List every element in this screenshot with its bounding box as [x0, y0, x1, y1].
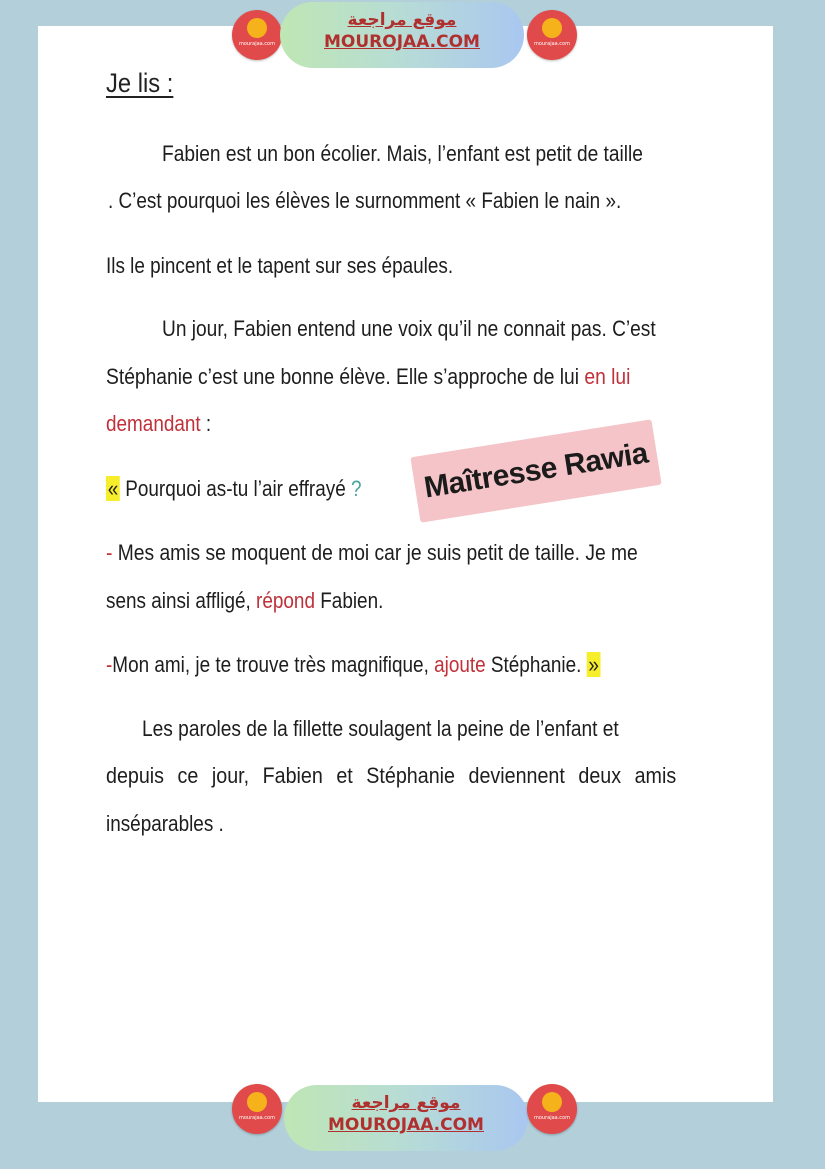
- badge-arabic-text: موقع مراجعة: [351, 1093, 461, 1113]
- paragraph-2: [106, 255, 596, 277]
- paragraph-3-line-1: [162, 318, 658, 340]
- paragraph-1-line-2: [108, 188, 622, 213]
- text-span: :: [200, 411, 212, 436]
- paragraph-1-line-1: [162, 143, 658, 165]
- paragraph-4-line-3: [106, 813, 596, 835]
- paragraph-3-line-2: [106, 364, 631, 389]
- site-logo-left-top: [232, 10, 282, 60]
- stamp-text: Maîtresse Rawia: [421, 436, 651, 505]
- dialogue-reply-2: [106, 652, 599, 677]
- text-span: inséparables .: [106, 811, 224, 836]
- dash-mark: -: [106, 652, 113, 677]
- logo-caption: mourajaa.com: [238, 1115, 275, 1121]
- highlighted-word: demandant: [106, 411, 201, 436]
- paragraph-4-line-1: [142, 718, 638, 740]
- highlighted-word: ajoute: [434, 652, 486, 677]
- site-logo-right-top: [527, 10, 577, 60]
- text-span: Stéphanie.: [485, 652, 587, 677]
- badge-arabic-text: موقع مراجعة: [347, 10, 457, 30]
- highlighted-word: en lui: [584, 364, 631, 389]
- dash-mark: -: [106, 540, 113, 565]
- text-span: depuis ce jour, Fabien et Stéphanie deviennent deux amis: [106, 763, 677, 788]
- site-logo-right-bottom: [527, 1084, 577, 1134]
- badge-site-text: MOUROJAA.COM: [324, 32, 480, 52]
- badge-site-text: MOUROJAA.COM: [328, 1115, 484, 1135]
- text-span: sens ainsi affligé,: [106, 588, 257, 613]
- logo-caption: mourajaa.com: [533, 41, 570, 47]
- site-badge-bottom[interactable]: [284, 1085, 528, 1151]
- dialogue-reply-1-line-2: [106, 590, 596, 612]
- paragraph-3-line-3: [106, 413, 596, 435]
- text-span: Stéphanie c’est une bonne élève. Elle s’approche de lui: [106, 364, 585, 389]
- paragraph-4-line-2: [106, 763, 677, 788]
- logo-caption: mourajaa.com: [238, 41, 275, 47]
- dialogue-reply-1-line-1: [106, 540, 638, 565]
- logo-emblem-icon: [542, 18, 562, 38]
- text-span: Pourquoi as-tu l’air effrayé: [119, 476, 351, 501]
- text-span: Fabien est un bon écolier. Mais, l’enfant est petit de taille: [162, 141, 643, 166]
- close-quote-mark: »: [588, 652, 599, 677]
- text-span: Mes amis se moquent de moi car je suis petit de taille. Je me: [112, 540, 638, 565]
- open-quote-mark: «: [107, 476, 119, 501]
- text-span: Un jour, Fabien entend une voix qu’il ne connait pas. C’est: [162, 316, 656, 341]
- text-span: Ils le pincent et le tapent sur ses épaules.: [106, 253, 454, 278]
- text-span: Fabien.: [314, 588, 384, 613]
- text-span: Mon ami, je te trouve très magnifique,: [112, 652, 435, 677]
- text-span: . C’est pourquoi les élèves le surnomment « Fabien le nain ».: [108, 188, 622, 213]
- site-badge-top[interactable]: [280, 2, 524, 68]
- logo-emblem-icon: [542, 1092, 562, 1112]
- page-title: Je lis :: [106, 68, 174, 98]
- question-mark: ?: [350, 476, 362, 501]
- logo-emblem-icon: [247, 1092, 267, 1112]
- site-logo-left-bottom: [232, 1084, 282, 1134]
- logo-caption: mourajaa.com: [533, 1115, 570, 1121]
- logo-emblem-icon: [247, 18, 267, 38]
- highlighted-word: répond: [256, 588, 315, 613]
- text-span: Les paroles de la fillette soulagent la peine de l’enfant et: [142, 716, 619, 741]
